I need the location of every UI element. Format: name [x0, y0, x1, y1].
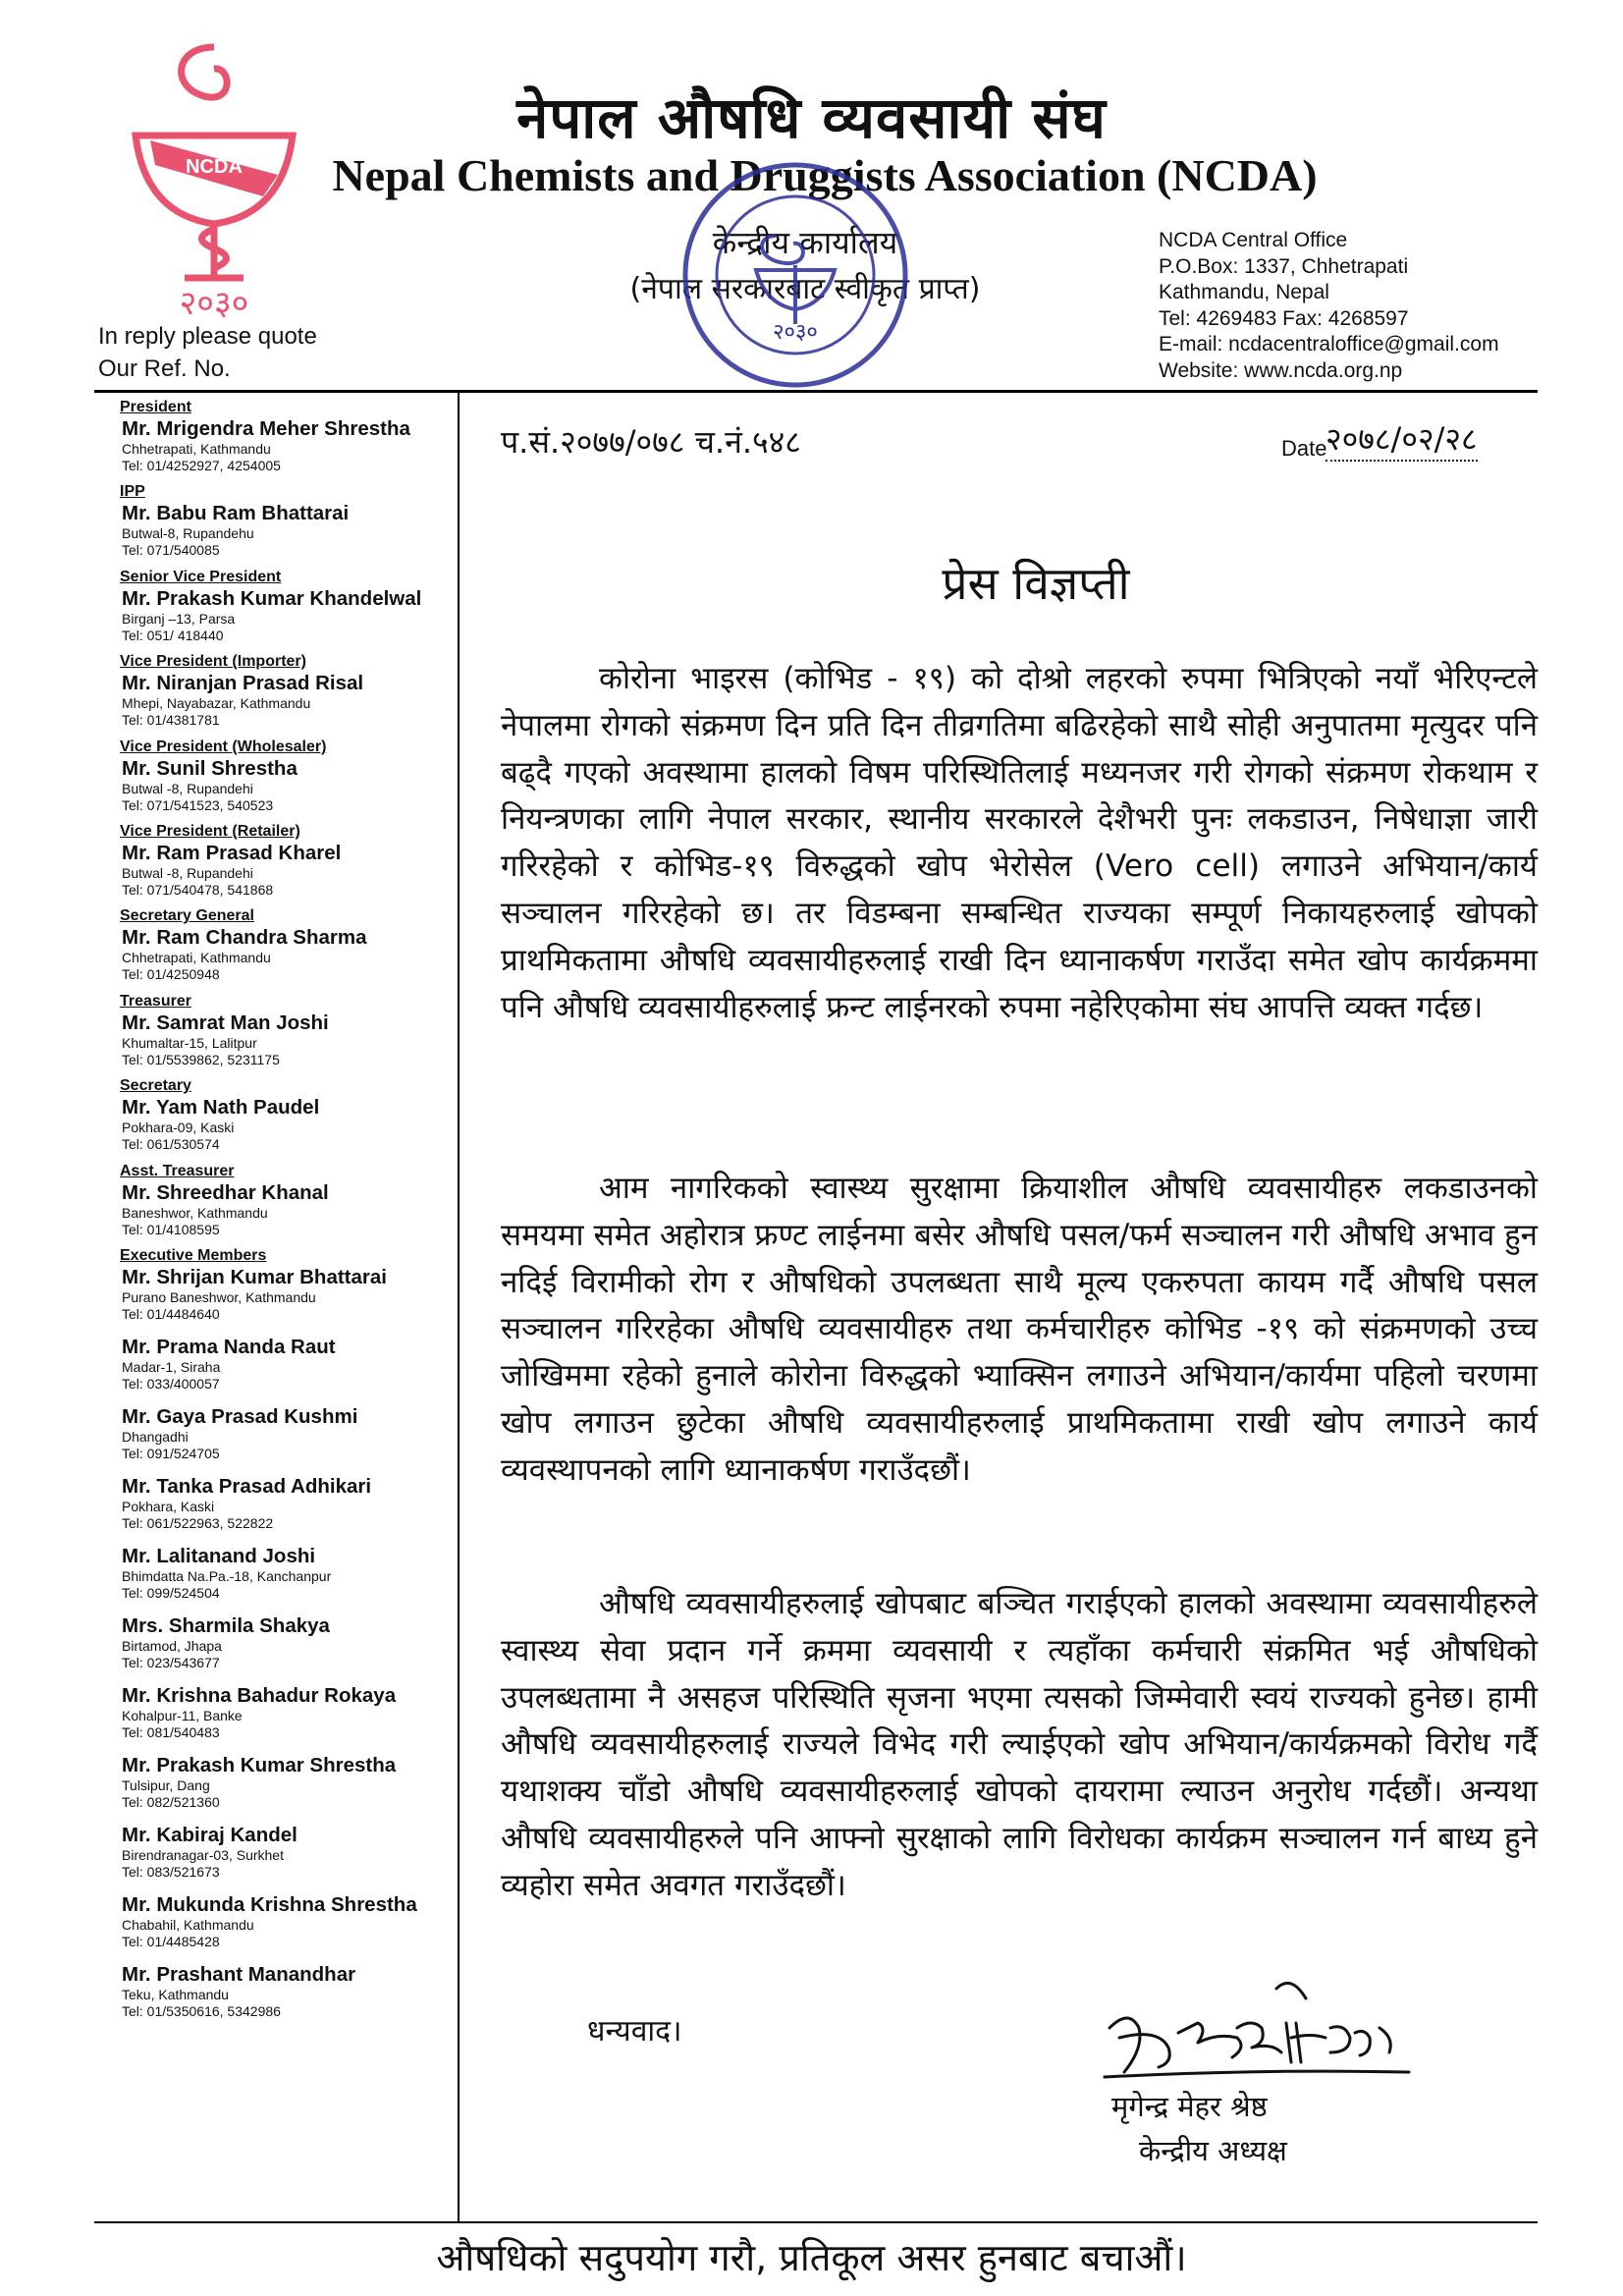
- member-entry: [120, 482, 454, 559]
- member-address: Butwal -8, Rupandehi: [122, 780, 253, 796]
- member-address: Kohalpur-11, Banke: [122, 1707, 243, 1723]
- footer-divider: [94, 2221, 1538, 2223]
- member-name: Mr. Yam Nath Paudel: [122, 1096, 320, 1120]
- executive-member-entry: [120, 1962, 454, 2020]
- member-tel: Tel: 01/4381781: [122, 712, 220, 729]
- member-tel: Tel: 01/5350616, 5342986: [122, 2002, 281, 2019]
- executive-member-entry: [120, 1474, 454, 1532]
- member-tel: Tel: 083/521673: [122, 1863, 220, 1880]
- reply-line: In reply please quote: [98, 323, 317, 350]
- member-address: Birganj –13, Parsa: [122, 610, 236, 627]
- contact-email: E-mail: ncdacentraloffice@gmail.com: [1159, 333, 1499, 355]
- member-tel: Tel: 01/4252927, 4254005: [122, 458, 281, 473]
- member-address: Chhetrapati, Kathmandu: [122, 950, 271, 966]
- executive-member-entry: [120, 1335, 454, 1393]
- member-tel: Tel: 01/5539862, 5231175: [122, 1051, 280, 1067]
- contact-office: NCDA Central Office: [1159, 229, 1348, 251]
- member-tel: Tel: 082/521360: [122, 1793, 220, 1810]
- contact-city: Kathmandu, Nepal: [1159, 281, 1329, 303]
- member-tel: Tel: 061/522963, 522822: [122, 1514, 274, 1531]
- signatory-title: केन्द्रीय अध्यक्ष: [1139, 2134, 1287, 2167]
- member-role: Senior Vice President: [120, 568, 282, 585]
- member-address: Khumaltar-15, Lalitpur: [122, 1034, 257, 1051]
- member-name: Mr. Krishna Bahadur Rokaya: [122, 1683, 397, 1707]
- member-role: Vice President (Importer): [120, 653, 306, 671]
- member-entry: [120, 1162, 454, 1238]
- sidebar-divider: [458, 390, 460, 2221]
- body-paragraph: औषधि व्यवसायीहरुलाई खोपबाट बञ्चित गराईएको हालको अवस्थामा व्यवसायीहरुले स्वास्थ्य सेवा प्रदान गर्ने क्रममा व्यवसायी र त्यहाँका कर्मचारी संक्रमित भई औषधिको उपलब्धतामा नै असहज परिस्थिति सृजना भएमा त्यसको जिम्मेवारी स्वयं राज्यको हुनेछ। हामी औषधि व्यवसायीहरुलाई राज्यले विभेद गरी ल्याईएको खोप अभियान/कार्यक्रमको विरोध गर्दै यथाशक्य चाँडो औषधि व्यवसायीहरुलाई खोपको दायरामा ल्याउन अनुरोध गर्दछौं। अन्यथा औषधि व्यवसायीहरुले पनि आफ्नो सुरक्षाको लागि विरोधका कार्यक्रम सञ्चालन गर्न बाध्य हुने व्यहोरा समेत अवगत गराउँदछौं।: [501, 1586, 1538, 1903]
- header-divider: [94, 390, 1538, 393]
- member-role: IPP: [120, 483, 145, 501]
- executive-member-entry: [120, 1753, 454, 1811]
- body-paragraph: कोरोना भाइरस (कोभिड - १९) को दोश्रो लहरको रुपमा भित्रिएको नयाँ भेरिएन्टले नेपालमा रोगको संक्रमण दिन प्रति दिन तीव्रगतिमा बढिरहेको साथै सोही अनुपातमा मृत्युदर पनि बढ्दै गएको अवस्थामा हालको विषम परिस्थितिलाई मध्यनजर गरी रोगको संक्रमण रोकथाम र नियन्त्रणका लागि नेपाल सरकार, स्थानीय सरकारले देशैभरी पुनः लकडाउन, निषेधाज्ञा जारी गरिरहेको र कोभिड-१९ विरुद्धको खोप भेरोसेल (Vero cell) लगाउने अभियान/कार्य सञ्चालन गरिरहेको छ। तर विडम्बना सम्बन्धित राज्यका सम्पूर्ण निकायहरुलाई खोपको प्राथमिकतामा औषधि व्यवसायीहरुलाई राखी दिन ध्यानाकर्षण गराउँदा समेत खोप कार्यक्रममा पनि औषधि व्यवसायीहरुलाई फ्रन्ट लाईनरको रुपमा नहेरिएकोमा संघ आपत्ति व्यक्त गर्दछ।: [501, 661, 1538, 1025]
- member-address: Bhimdatta Na.Pa.-18, Kanchanpur: [122, 1567, 332, 1584]
- member-address: Butwal -8, Rupandehi: [122, 864, 253, 881]
- member-name: Mr. Sunil Shrestha: [122, 756, 298, 780]
- member-tel: Tel: 091/524705: [122, 1445, 220, 1461]
- member-name: Mr. Samrat Man Joshi: [122, 1011, 329, 1034]
- office-bearers-sidebar: [120, 398, 454, 2032]
- member-role: Secretary: [120, 1077, 191, 1095]
- member-tel: Tel: 051/ 418440: [122, 627, 224, 643]
- member-tel: Tel: 023/543677: [122, 1654, 220, 1670]
- body-paragraph: आम नागरिकको स्वास्थ्य सुरक्षामा क्रियाशील औषधि व्यवसायीहरु लकडाउनको समयमा समेत अहोरात्र फ्रण्ट लाईनमा बसेर औषधि पसल/फर्म सञ्चालन गरी औषधि अभाव हुन नदिई विरामीको रोग र औषधिको उपलब्धता साथै मूल्य एकरुपता कायम गर्दै औषधि पसल सञ्चालन गरिरहेका औषधि व्यवसायीहरु तथा कर्मचारीहरु कोभिड -१९ को संक्रमणको उच्च जोखिममा रहेको हुनाले कोरोना विरुद्धको भ्याक्सिन लगाउने अभियान/कार्यमा पहिलो चरणमा खोप लगाउन छुटेका औषधि व्यवसायीहरुलाई प्राथमिकतामा राखी खोप लगाउने कार्य व्यवस्थापनको लागि ध्यानाकर्षण गराउँदछौं।: [501, 1171, 1538, 1488]
- member-address: Birtamod, Jhapa: [122, 1637, 222, 1654]
- member-tel: Tel: 071/540085: [122, 542, 220, 559]
- member-name: Mrs. Sharmila Shakya: [122, 1613, 330, 1637]
- member-name: Mr. Kabiraj Kandel: [122, 1823, 298, 1846]
- member-name: Mr. Mukunda Krishna Shrestha: [122, 1892, 417, 1916]
- ncda-logo: [116, 27, 312, 323]
- member-name: Mr. Prama Nanda Raut: [122, 1335, 336, 1358]
- member-name: Mr. Prakash Kumar Khandelwal: [122, 586, 422, 610]
- member-address: Mhepi, Nayabazar, Kathmandu: [122, 695, 311, 712]
- member-entry: [120, 738, 454, 814]
- footer-slogan: औषधिको सदुपयोग गरौ, प्रतिकूल असर हुनबाट बचाऔं।: [436, 2236, 1187, 2279]
- member-tel: Tel: 071/540478, 541868: [122, 881, 274, 898]
- member-role: Secretary General: [120, 907, 254, 925]
- member-name: Mr. Ram Chandra Sharma: [122, 926, 367, 950]
- date-value: २०७८/०२/२८: [1325, 417, 1478, 462]
- recognition-label: (नेपाल सरकारबाट स्वीकृत प्राप्त): [629, 272, 981, 306]
- member-tel: Tel: 01/4108595: [122, 1221, 220, 1237]
- member-entry: [120, 992, 454, 1068]
- member-address: Tulsipur, Dang: [122, 1777, 210, 1793]
- member-role: Asst. Treasurer: [120, 1162, 235, 1179]
- title-english: Nepal Chemists and Druggists Association (NCDA): [332, 150, 1318, 200]
- member-name: Mr. Shreedhar Khanal: [122, 1180, 329, 1204]
- handwritten-signature: [1090, 1969, 1424, 2102]
- member-address: Chabahil, Kathmandu: [122, 1916, 254, 1933]
- member-name: Mr. Babu Ram Bhattarai: [122, 502, 350, 525]
- contact-website: Website: www.ncda.org.np: [1159, 358, 1403, 382]
- member-tel: Tel: 081/540483: [122, 1723, 220, 1740]
- member-tel: Tel: 071/541523, 540523: [122, 796, 274, 813]
- member-name: Mr. Niranjan Prasad Risal: [122, 672, 364, 695]
- office-label: केन्द्रीय कार्यालय: [712, 224, 898, 261]
- member-tel: Tel: 099/524504: [122, 1584, 220, 1601]
- member-name: Mr. Lalitanand Joshi: [122, 1544, 316, 1567]
- executive-member-entry: [120, 1823, 454, 1881]
- member-entry: [120, 568, 454, 644]
- reference-number: प.सं.२०७७/०७८ च.नं.५४८: [501, 423, 801, 461]
- member-address: Birendranagar-03, Surkhet: [122, 1846, 284, 1863]
- executive-member-entry: [120, 1683, 454, 1741]
- title-nepali: नेपाल औषधि व्यवसायी संघ: [516, 84, 1107, 151]
- member-entry: [120, 822, 454, 899]
- executive-member-entry: [120, 1544, 454, 1602]
- official-seal-stamp: [677, 157, 913, 393]
- member-role: Vice President (Retailer): [120, 822, 300, 840]
- member-address: Butwal-8, Rupandehu: [122, 525, 254, 542]
- executive-member-entry: [120, 1613, 454, 1671]
- member-address: Pokhara, Kaski: [122, 1498, 215, 1514]
- member-address: Purano Baneshwor, Kathmandu: [122, 1288, 316, 1305]
- member-address: Baneshwor, Kathmandu: [122, 1204, 268, 1221]
- contact-pobox: P.O.Box: 1337, Chhetrapati: [1159, 254, 1409, 278]
- closing-thanks: धन्यवाद।: [587, 2014, 682, 2049]
- member-entry: [120, 398, 454, 474]
- member-address: Madar-1, Siraha: [122, 1358, 221, 1375]
- member-address: Chhetrapati, Kathmandu: [122, 441, 271, 457]
- member-address: Pokhara-09, Kaski: [122, 1120, 235, 1136]
- member-name: Mr. Ram Prasad Kharel: [122, 841, 342, 864]
- contact-block: [1159, 228, 1499, 384]
- member-role: President: [120, 399, 191, 415]
- member-name: Mr. Gaya Prasad Kushmi: [122, 1404, 358, 1428]
- member-entry: [120, 906, 454, 983]
- member-name: Mr. Mrigendra Meher Shrestha: [122, 417, 410, 440]
- member-address: Teku, Kathmandu: [122, 1986, 229, 2002]
- member-name: Mr. Prashant Manandhar: [122, 1962, 356, 1986]
- member-entry: [120, 1076, 454, 1153]
- letter-heading: प्रेस विज्ञप्ती: [942, 557, 1130, 610]
- member-entry: [120, 1246, 454, 1323]
- reply-note: [98, 320, 317, 385]
- member-address: Dhangadhi: [122, 1428, 189, 1445]
- member-tel: Tel: 01/4484640: [122, 1305, 220, 1322]
- member-role: Vice President (Wholesaler): [120, 738, 327, 755]
- member-tel: Tel: 01/4250948: [122, 966, 220, 983]
- date-label: Date: [1281, 436, 1327, 461]
- member-name: Mr. Prakash Kumar Shrestha: [122, 1753, 397, 1777]
- signatory-name: मृगेन्द्र मेहर श्रेष्ठ: [1111, 2090, 1268, 2123]
- member-tel: Tel: 061/530574: [122, 1136, 220, 1153]
- contact-phone: Tel: 4269483 Fax: 4268597: [1159, 306, 1409, 330]
- member-name: Mr. Tanka Prasad Adhikari: [122, 1474, 372, 1498]
- member-entry: [120, 652, 454, 729]
- member-tel: Tel: 033/400057: [122, 1375, 220, 1392]
- logo-year: २०३०: [179, 284, 249, 323]
- seal-year: २०३०: [773, 320, 818, 345]
- member-role: Treasurer: [120, 992, 191, 1010]
- logo-text: NCDA: [186, 156, 243, 178]
- member-role: Executive Members: [120, 1246, 267, 1264]
- ref-line: Our Ref. No.: [98, 355, 231, 382]
- executive-member-entry: [120, 1892, 454, 1950]
- executive-member-entry: [120, 1404, 454, 1462]
- member-tel: Tel: 01/4485428: [122, 1933, 220, 1949]
- member-name: Mr. Shrijan Kumar Bhattarai: [122, 1265, 387, 1288]
